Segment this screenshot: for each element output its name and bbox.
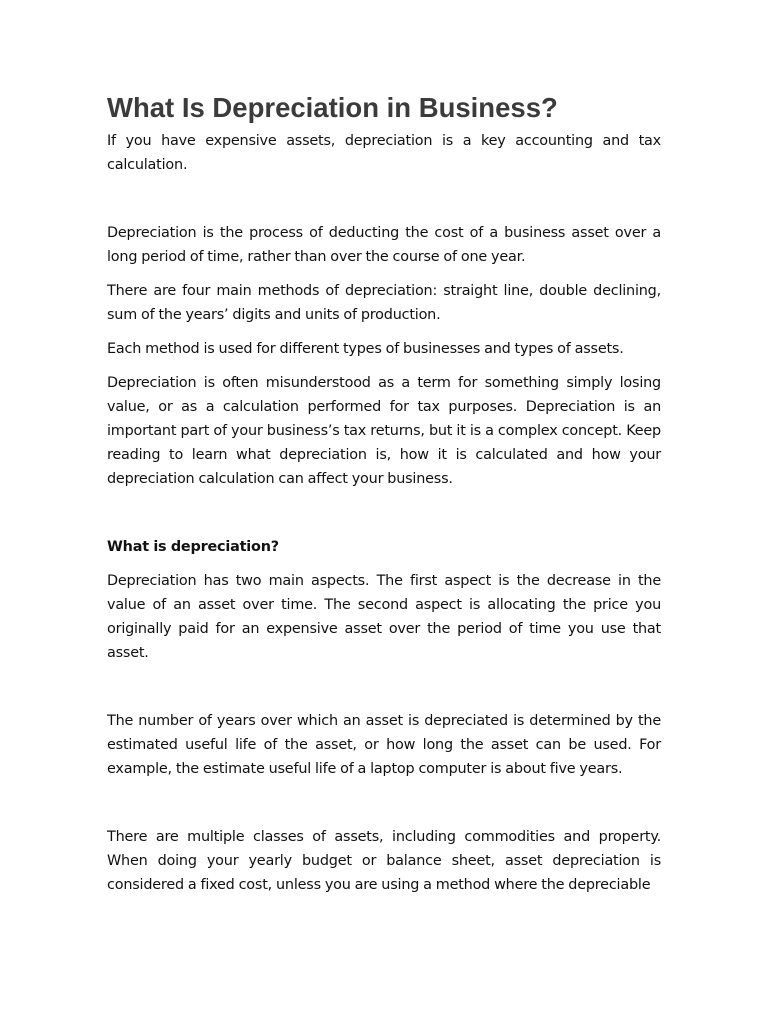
page-title: What Is Depreciation in Business? — [107, 92, 558, 123]
intro-paragraph: If you have expensive assets, depreciation is a key accounting and tax calculation. — [107, 133, 661, 173]
body-paragraph: The number of years over which an asset is depreciated is determined by the estimated useful life of the asset, or how long the asset can be used. For example, the estimate useful life of a laptop computer is about five years. — [107, 713, 661, 777]
body-paragraph: There are four main methods of depreciation: straight line, double declining, sum of the years’ digits and units of production. — [107, 283, 661, 323]
body-paragraph: Depreciation is often misunderstood as a term for something simply losing value, or as a calculation performed for tax purposes. Depreciation is an important part of your business’s tax returns, but it is a complex concept. Keep reading to learn what depreciation is, how it is calculated and how your depreciation calculation can affect your business. — [107, 375, 661, 487]
body-paragraph: Depreciation has two main aspects. The first aspect is the decrease in the value of an asset over time. The second aspect is allocating the price you originally paid for an expensive asset over the period of time you use that asset. — [107, 573, 661, 661]
body-paragraph: Depreciation is the process of deducting the cost of a business asset over a long period of time, rather than over the course of one year. — [107, 225, 661, 265]
body-paragraph: There are multiple classes of assets, including commodities and property. When doing your yearly budget or balance sheet, asset depreciation is considered a fixed cost, unless you are using a method where the depreciable — [107, 829, 661, 893]
section-heading: What is depreciation? — [107, 539, 279, 555]
document-body — [107, 89, 661, 897]
body-paragraph: Each method is used for different types of businesses and types of assets. — [107, 341, 624, 357]
